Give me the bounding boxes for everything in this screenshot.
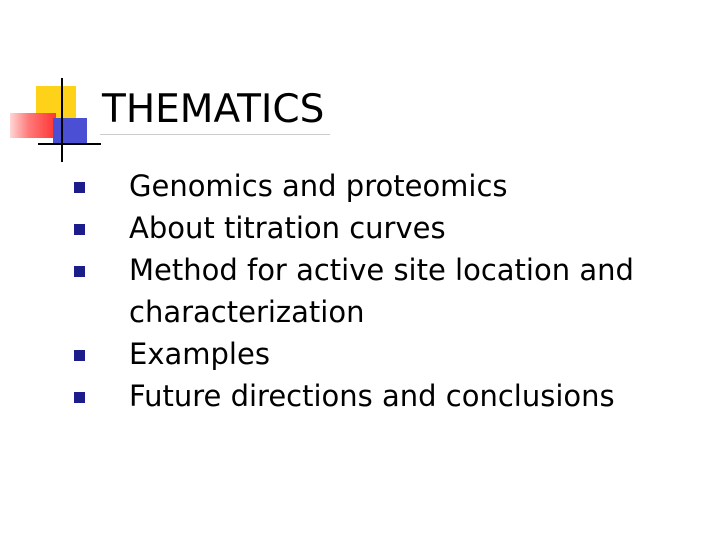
square-bullet-icon (74, 350, 85, 361)
bullet-item (72, 375, 702, 417)
bullet-text: Genomics and proteomics (129, 169, 508, 203)
bullet-text: Future directions and conclusions (129, 379, 615, 413)
bullet-item (72, 207, 702, 249)
bullet-item (72, 249, 702, 333)
title-decoration-graphic (0, 0, 110, 170)
square-bullet-icon (74, 224, 85, 235)
bullet-item (72, 165, 702, 207)
slide-title: THEMATICS (102, 87, 325, 132)
square-bullet-icon (74, 266, 85, 277)
title-underline (100, 134, 330, 135)
bullet-text: About titration curves (129, 211, 446, 245)
deco-red-bar (10, 113, 56, 138)
deco-horizontal-line (38, 143, 101, 145)
deco-vertical-line (61, 78, 63, 162)
bullet-item (72, 333, 702, 375)
square-bullet-icon (74, 182, 85, 193)
deco-blue-square (53, 118, 87, 144)
square-bullet-icon (74, 392, 85, 403)
bullet-list (72, 165, 702, 417)
bullet-text: Method for active site location and characterization (129, 253, 634, 329)
bullet-text: Examples (129, 337, 270, 371)
